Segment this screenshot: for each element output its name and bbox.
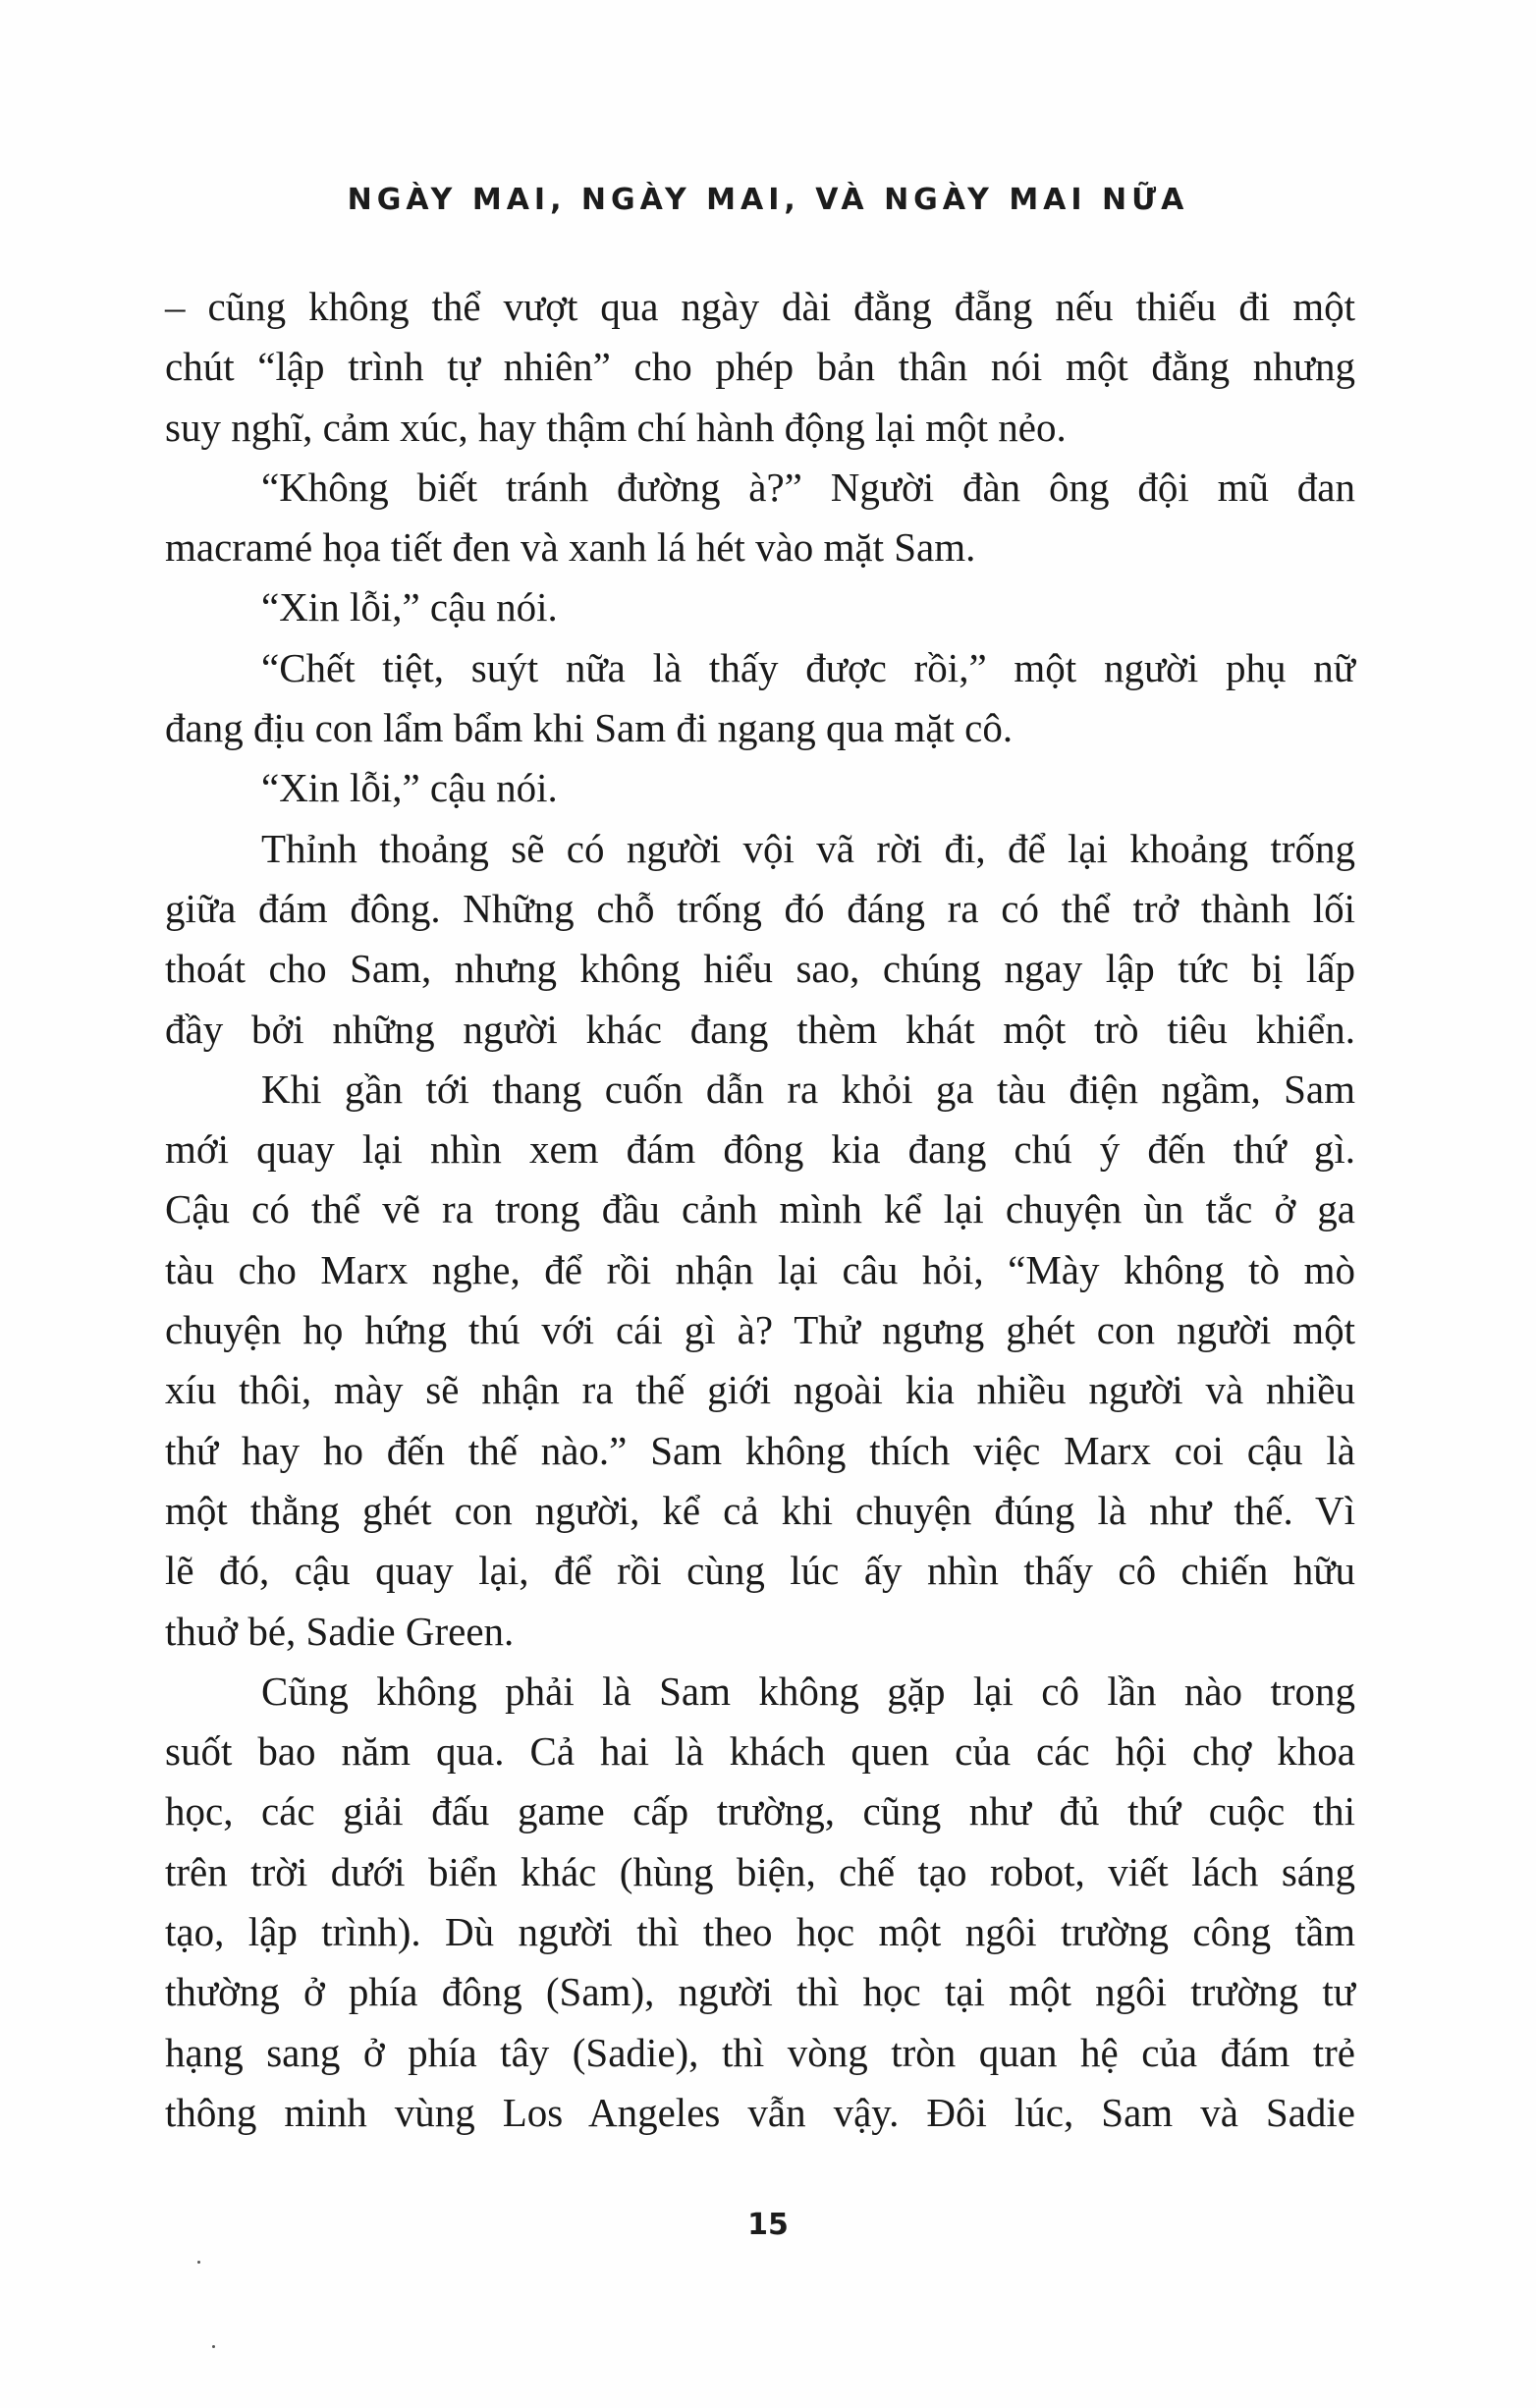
text-line: “Xin lỗi,” cậu nói. (261, 765, 558, 811)
body-text (165, 277, 1355, 2143)
text-line: thứ hay ho đến thế nào.” Sam không thích việc Marx coi cậu là (165, 1427, 1355, 1473)
text-line: đang địu con lẩm bẩm khi Sam đi ngang qua mặt cô. (165, 705, 1014, 751)
scan-speck (212, 2345, 215, 2348)
text-line: tàu cho Marx nghe, để rồi nhận lại câu hỏi, “Mày không tò mò (165, 1246, 1355, 1292)
text-line: Cậu có thể vẽ ra trong đầu cảnh mình kể lại chuyện ùn tắc ở ga (165, 1186, 1355, 1232)
text-line: Cũng không phải là Sam không gặp lại cô lần nào trong (261, 1668, 1355, 1714)
text-line: tạo, lập trình). Dù người thì theo học một ngôi trường công tầm (165, 1909, 1355, 1955)
text-line: xíu thôi, mày sẽ nhận ra thế giới ngoài kia nhiều người và nhiều (165, 1367, 1355, 1413)
text-line: “Chết tiệt, suýt nữa là thấy được rồi,” một người phụ nữ (261, 644, 1355, 690)
text-line: suy nghĩ, cảm xúc, hay thậm chí hành động lại một nẻo. (165, 404, 1067, 450)
text-line: lẽ đó, cậu quay lại, để rồi cùng lúc ấy nhìn thấy cô chiến hữu (165, 1548, 1355, 1594)
text-line: thuở bé, Sadie Green. (165, 1608, 515, 1654)
text-line: giữa đám đông. Những chỗ trống đó đáng ra có thể trở thành lối (165, 885, 1355, 931)
text-line: thoát cho Sam, nhưng không hiểu sao, chúng ngay lập tức bị lấp (165, 946, 1355, 992)
text-line: trên trời dưới biển khác (hùng biện, chế tạo robot, viết lách sáng (165, 1848, 1355, 1894)
scan-speck (197, 2261, 200, 2264)
text-line: Khi gần tới thang cuốn dẫn ra khỏi ga tàu điện ngầm, Sam (261, 1066, 1355, 1112)
page-number: 15 (747, 2208, 789, 2242)
text-line: – cũng không thể vượt qua ngày dài đằng đẵng nếu thiếu đi một (165, 284, 1355, 329)
text-line: thông minh vùng Los Angeles vẫn vậy. Đôi lúc, Sam và Sadie (165, 2089, 1355, 2135)
text-line: hạng sang ở phía tây (Sadie), thì vòng tròn quan hệ của đám trẻ (165, 2029, 1355, 2075)
text-line: một thằng ghét con người, kể cả khi chuyện đúng là như thế. Vì (165, 1487, 1355, 1533)
text-line: đầy bởi những người khác đang thèm khát một trò tiêu khiển. (165, 1006, 1355, 1052)
text-line: thường ở phía đông (Sam), người thì học tại một ngôi trường tư (165, 1969, 1355, 2015)
text-line: “Không biết tránh đường à?” Người đàn ông đội mũ đan (261, 464, 1355, 510)
text-line: học, các giải đấu game cấp trường, cũng như đủ thứ cuộc thi (165, 1788, 1355, 1834)
text-line: Thỉnh thoảng sẽ có người vội vã rời đi, để lại khoảng trống (261, 825, 1355, 871)
text-line: “Xin lỗi,” cậu nói. (261, 584, 558, 630)
text-line: chút “lập trình tự nhiên” cho phép bản thân nói một đằng nhưng (165, 344, 1355, 390)
text-line: suốt bao năm qua. Cả hai là khách quen của các hội chợ khoa (165, 1728, 1355, 1775)
text-line: chuyện họ hứng thú với cái gì à? Thử ngưng ghét con người một (165, 1307, 1355, 1353)
running-header: NGÀY MAI, NGÀY MAI, VÀ NGÀY MAI NỮA (347, 183, 1189, 217)
text-line: mới quay lại nhìn xem đám đông kia đang chú ý đến thứ gì. (165, 1126, 1355, 1173)
text-line: macramé họa tiết đen và xanh lá hét vào mặt Sam. (165, 524, 976, 571)
